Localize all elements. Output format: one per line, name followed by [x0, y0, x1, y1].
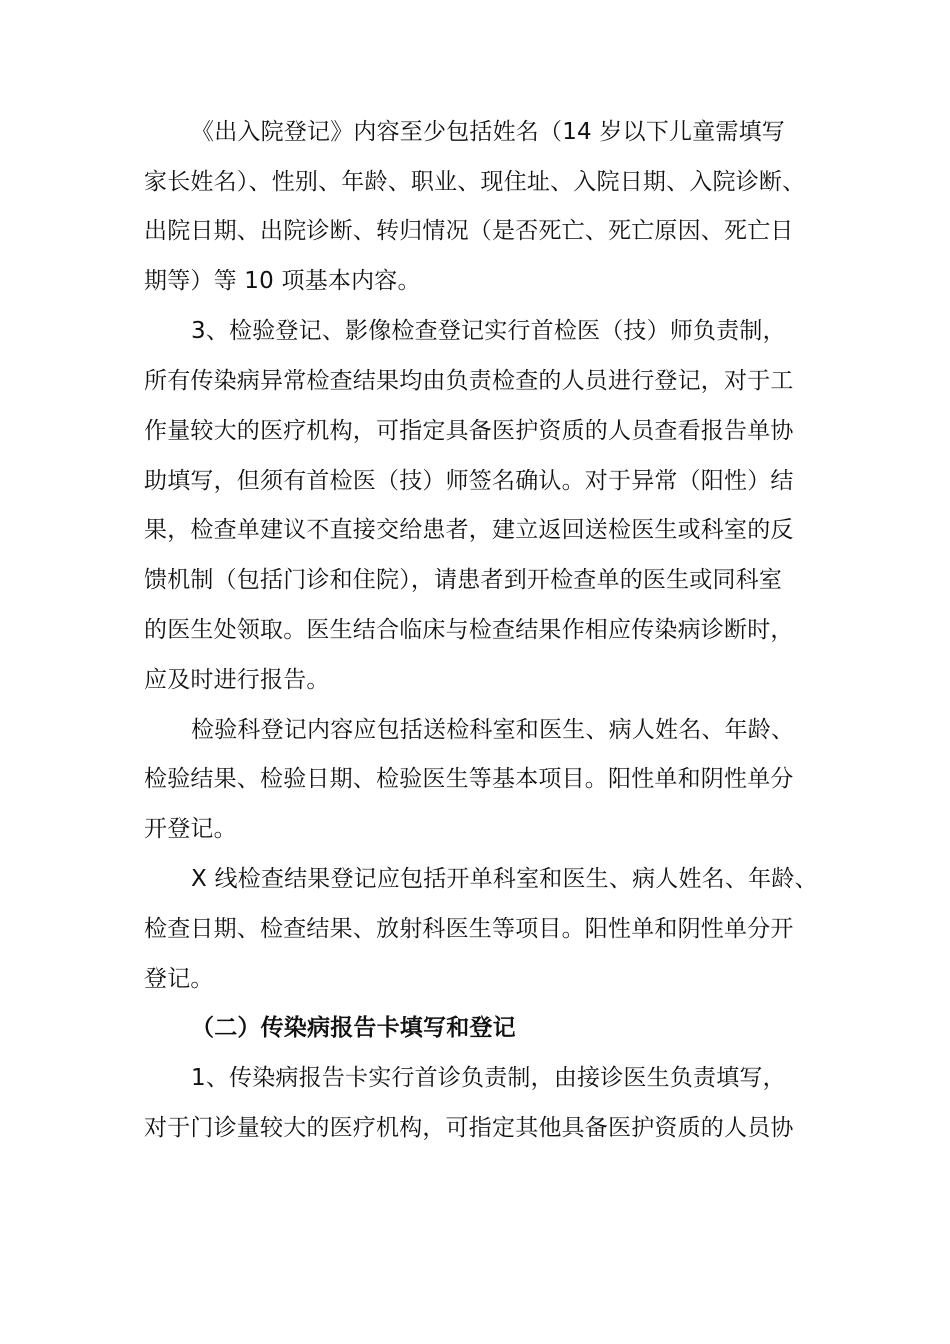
paragraph-line: 所有传染病异常检查结果均由负责检查的人员进行登记，对于工 — [144, 368, 794, 394]
paragraph-line: 开登记。 — [144, 816, 237, 842]
paragraph-line: 期等）等 10 项基本内容。 — [144, 268, 421, 294]
paragraph-line: 《出入院登记》内容至少包括姓名（14 岁以下儿童需填写 — [191, 119, 785, 145]
paragraph-line: 家长姓名）、性别、年龄、职业、现住址、入院日期、入院诊断、 — [144, 169, 806, 195]
paragraph-line: X 线检查结果登记应包括开单科室和医生、病人姓名、年龄、 — [191, 866, 818, 892]
paragraph-line: 检查日期、检查结果、放射科医生等项目。阳性单和阴性单分开 — [144, 916, 794, 942]
paragraph-line: 3、检验登记、影像检查登记实行首检医（技）师负责制， — [191, 318, 786, 344]
paragraph-line: 果，检查单建议不直接交给患者，建立返回送检医生或科室的反 — [144, 517, 794, 543]
paragraph-line: 检验科登记内容应包括送检科室和医生、病人姓名、年龄、 — [191, 717, 795, 743]
paragraph-line: 作量较大的医疗机构，可指定具备医护资质的人员查看报告单协 — [144, 418, 794, 444]
paragraph-line: 应及时进行报告。 — [144, 667, 330, 693]
section-heading: （二）传染病报告卡填写和登记 — [191, 1015, 516, 1041]
paragraph-line: 的医生处领取。医生结合临床与检查结果作相应传染病诊断时， — [144, 617, 794, 643]
paragraph-line: 1、传染病报告卡实行首诊负责制，由接诊医生负责填写， — [191, 1065, 786, 1091]
paragraph-line: 检验结果、检验日期、检验医生等基本项目。阳性单和阴性单分 — [144, 766, 794, 792]
paragraph-line: 馈机制（包括门诊和住院），请患者到开检查单的医生或同科室 — [144, 567, 783, 593]
paragraph-line: 登记。 — [144, 966, 214, 992]
paragraph-line: 助填写，但须有首检医（技）师签名确认。对于异常（阳性）结 — [144, 468, 794, 494]
paragraph-line: 对于门诊量较大的医疗机构，可指定其他具备医护资质的人员协 — [144, 1115, 794, 1141]
paragraph-line: 出院日期、出院诊断、转归情况（是否死亡、死亡原因、死亡日 — [144, 218, 794, 244]
